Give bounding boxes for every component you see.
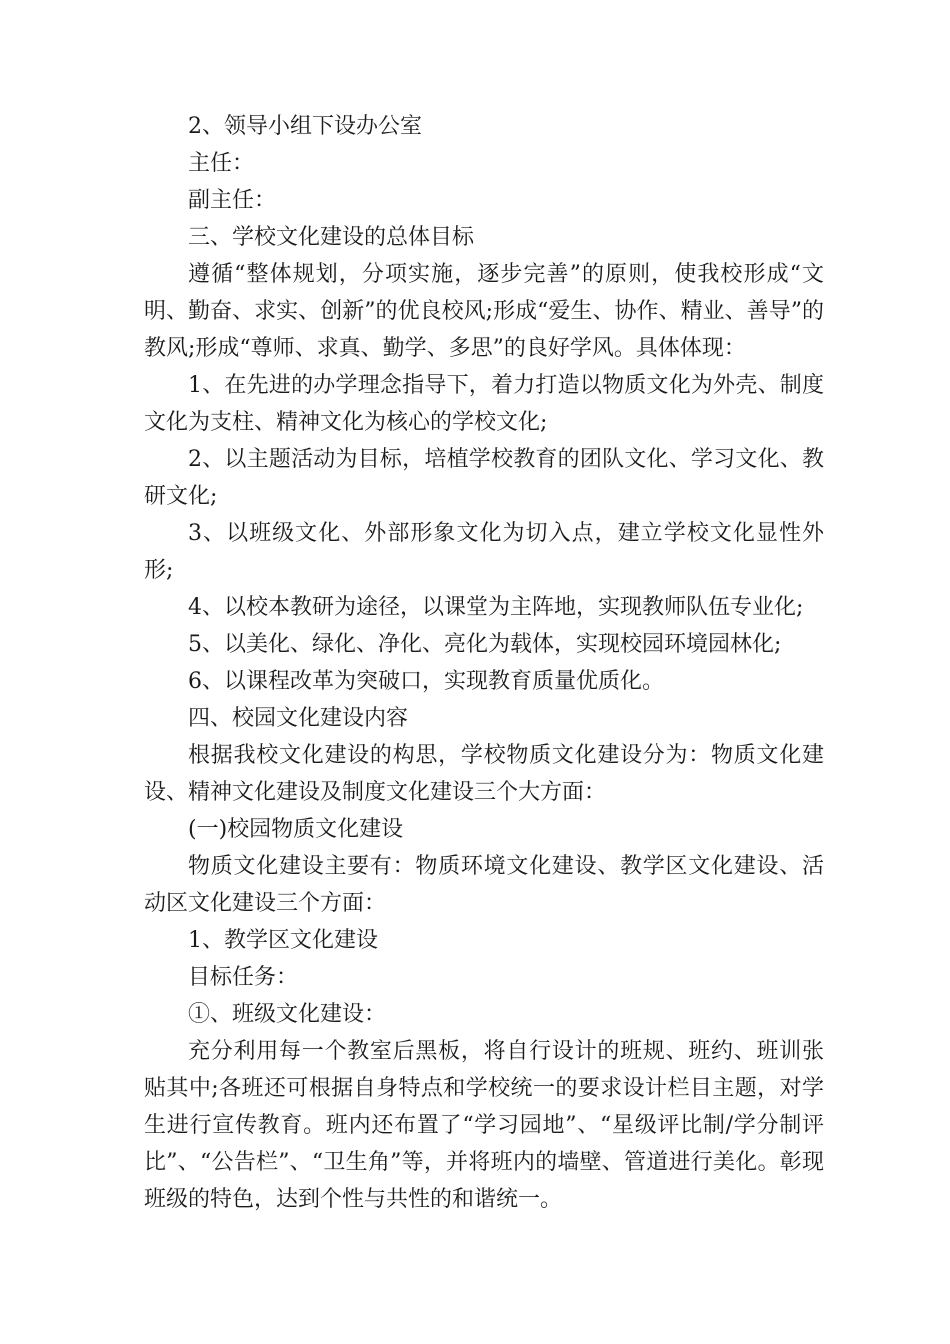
- list-item-goal-2: 2、以主题活动为目标，培植学校教育的团队文化、学习文化、教研文化;: [144, 447, 824, 509]
- paragraph-principles: 遵循“整体规划，分项实施，逐步完善”的原则，使我校形成“文明、勤奋、求实、创新”的优良校风;形成“爱生、协作、精业、善导”的教风;形成“尊师、求真、勤学、多思”的良好学风。具体体现：: [144, 262, 824, 361]
- subsection-heading-material-culture: (一)校园物质文化建设: [188, 817, 404, 842]
- list-item-goal-5: 5、以美化、绿化、净化、亮化为载体，实现校园环境园林化;: [188, 632, 782, 657]
- subheading-class-culture: ①、班级文化建设：: [188, 1002, 387, 1027]
- paragraph-construction-overview: 根据我校文化建设的构思，学校物质文化建设分为：物质文化建设、精神文化建设及制度文化建设三个大方面：: [144, 743, 824, 805]
- paragraph-material-culture-areas: 物质文化建设主要有：物质环境文化建设、教学区文化建设、活动区文化建设三个方面：: [144, 854, 824, 916]
- paragraph-deputy-director: 副主任：: [188, 188, 277, 213]
- document-body: [144, 108, 824, 1218]
- paragraph-class-culture-details: 充分利用每一个教室后黑板，将自行设计的班规、班约、班训张贴其中;各班还可根据自身特点和学校统一的要求设计栏目主题，对学生进行宣传教育。班内还布置了“学习园地”、“星级评比制/学分制评比”、“公告栏”、“卫生角”等，并将班内的墙壁、管道进行美化。彰现班级的特色，达到个性与共性的和谐统一。: [144, 1039, 824, 1212]
- section-heading-overall-goal: 三、学校文化建设的总体目标: [188, 225, 475, 250]
- section-heading-content: 四、校园文化建设内容: [188, 706, 409, 731]
- list-item-goal-6: 6、以课程改革为突破口，实现教育质量优质化。: [188, 669, 664, 694]
- list-item-goal-3: 3、以班级文化、外部形象文化为切入点，建立学校文化显性外形;: [144, 521, 824, 583]
- paragraph-office-setup: 2、领导小组下设办公室: [188, 114, 422, 139]
- list-item-goal-4: 4、以校本教研为途径，以课堂为主阵地，实现教师队伍专业化;: [188, 595, 804, 620]
- label-target-tasks: 目标任务：: [188, 965, 299, 990]
- subheading-teaching-area: 1、教学区文化建设: [188, 928, 378, 953]
- list-item-goal-1: 1、在先进的办学理念指导下，着力打造以物质文化为外壳、制度文化为支柱、精神文化为核心的学校文化;: [144, 373, 824, 435]
- paragraph-director: 主任：: [188, 151, 255, 176]
